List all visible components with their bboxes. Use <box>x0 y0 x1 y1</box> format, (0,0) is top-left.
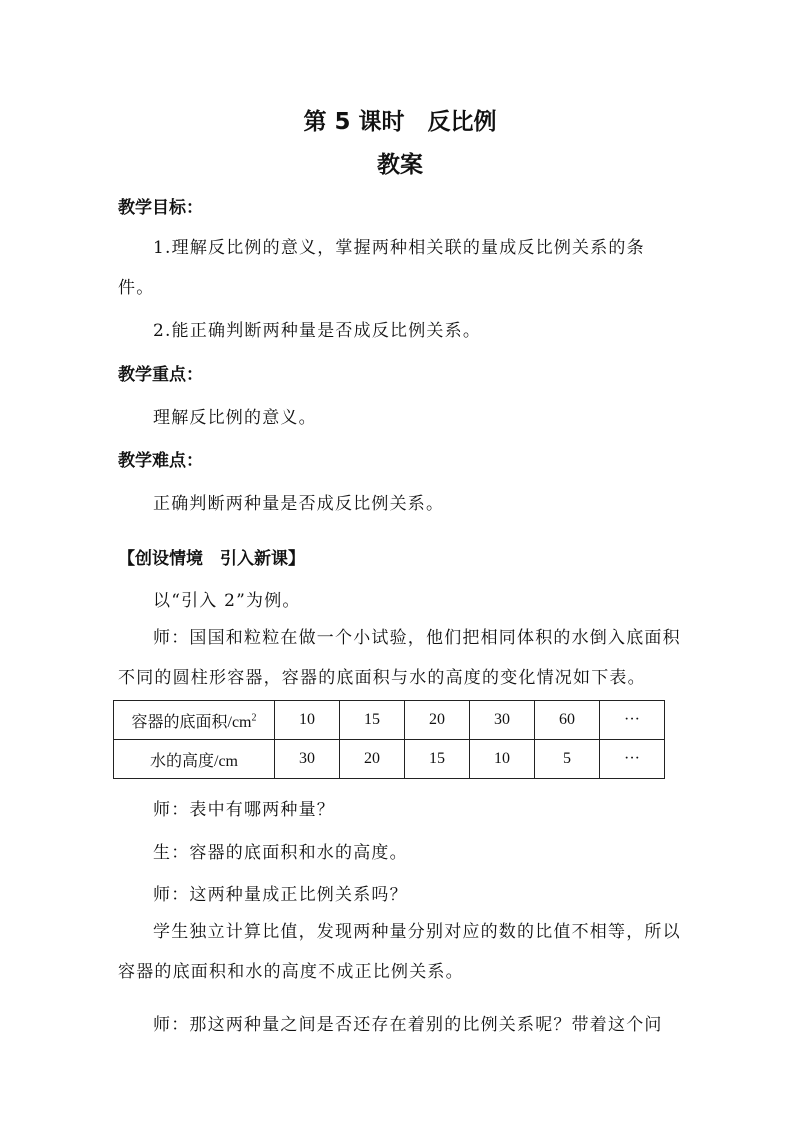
table-row <box>114 701 665 740</box>
table-row <box>114 740 665 779</box>
teacher-intro-paragraph: 师：国国和粒粒在做一个小试验，他们把相同体积的水倒入底面积不同的圆柱形容器，容器的底面积与水的高度的变化情况如下表。 <box>118 628 681 688</box>
difficult-text: 正确判断两种量是否成反比例关系。 <box>153 494 445 514</box>
key-text: 理解反比例的意义。 <box>153 408 317 428</box>
lesson-subtitle: 教案 <box>377 152 423 178</box>
key-heading: 教学重点： <box>118 365 203 385</box>
data-table <box>113 700 665 779</box>
difficult-heading: 教学难点： <box>118 451 203 471</box>
table-cell: 10 <box>275 701 340 740</box>
table-cell: ··· <box>600 701 665 740</box>
dialogue-q2: 师：这两种量成正比例关系吗？ <box>153 885 408 905</box>
dialogue-q1: 师：表中有哪两种量？ <box>153 800 335 820</box>
area-unit-superscript: 2 <box>251 712 257 724</box>
table-cell: 15 <box>405 740 470 779</box>
intro-example: 以“引入 2”为例。 <box>153 591 301 611</box>
intro-heading: 【创设情境 引入新课】 <box>118 549 305 569</box>
goal-1-line2: 件。 <box>118 278 155 298</box>
table-cell: 20 <box>405 701 470 740</box>
table-cell: 30 <box>275 740 340 779</box>
table-cell: 15 <box>340 701 405 740</box>
goal-2: 2.能正确判断两种量是否成反比例关系。 <box>153 321 482 341</box>
table-cell: 10 <box>470 740 535 779</box>
row-label-area <box>114 701 275 740</box>
table-cell: 60 <box>535 701 600 740</box>
row-label-height: 水的高度/cm <box>114 740 275 779</box>
dialogue-a1: 生：容器的底面积和水的高度。 <box>153 843 408 863</box>
goal-1-line1: 1.理解反比例的意义，掌握两种相关联的量成反比例关系的条 <box>153 238 645 258</box>
dialogue-q3: 师：那这两种量之间是否还存在着别的比例关系呢？带着这个问 <box>153 1015 663 1035</box>
table-cell: 30 <box>470 701 535 740</box>
table-cell: 5 <box>535 740 600 779</box>
goal-heading: 教学目标： <box>118 198 203 218</box>
table-cell: 20 <box>340 740 405 779</box>
row-label-area-text: 容器的底面积/cm <box>131 713 252 731</box>
table-cell: ··· <box>600 740 665 779</box>
dialogue-a2: 学生独立计算比值，发现两种量分别对应的数的比值不相等，所以容器的底面积和水的高度不成正比例关系。 <box>118 922 681 982</box>
lesson-title: 第 5 课时 反比例 <box>303 109 497 135</box>
